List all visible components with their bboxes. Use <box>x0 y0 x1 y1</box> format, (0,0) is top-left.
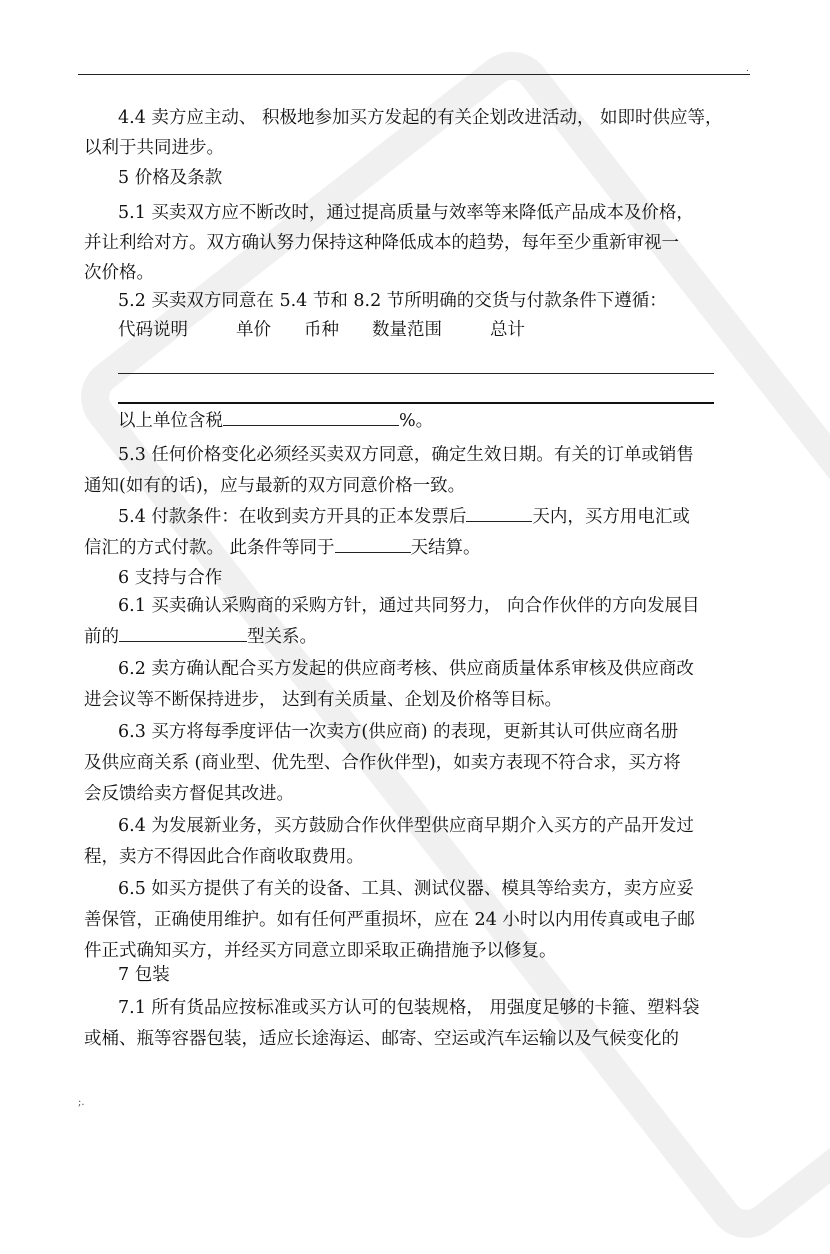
paragraph-6-5-line-3: 件正式确知买方，并经买方同意立即采取正确措施予以修复。 <box>84 941 557 961</box>
payment-terms-text-a: 5.4 付款条件：在收到卖方开具的正本发票后 <box>118 507 467 527</box>
footer-mark: ;. <box>78 1097 85 1108</box>
tax-suffix: %。 <box>399 411 434 431</box>
paragraph-6-4-line-2: 程，卖方不得因此合作商收取费用。 <box>84 847 364 867</box>
paragraph-6-4-line-1: 6.4 为发展新业务，买方鼓励合作伙伴型供应商早期介入买方的产品开发过 <box>118 816 694 836</box>
paragraph-5-4-line-2 <box>84 536 760 560</box>
payment-terms-text-b: 天内，买方用电汇或 <box>532 507 690 527</box>
paragraph-6-3-line-3: 会反馈给卖方督促其改进。 <box>84 784 294 804</box>
paragraph-5-3-line-2: 通知(如有的话)，应与最新的双方同意价格一致。 <box>84 476 466 496</box>
header-rule <box>78 74 750 75</box>
header-mark: . <box>746 64 749 74</box>
paragraph-7-1-line-2: 或桶、瓶等容器包装，适应长途海运、邮寄、空运或汽车运输以及气候变化的 <box>84 1029 679 1049</box>
paragraph-6-3-line-1: 6.3 买方将每季度评估一次卖方(供应商) 的表现，更新其认可供应商名册 <box>118 722 679 742</box>
column-code-description: 代码说明 <box>118 320 188 340</box>
paragraph-5-1-line-3: 次价格。 <box>84 263 154 283</box>
paragraph-4-4-line-2: 以利于共同进步。 <box>84 138 224 158</box>
paragraph-4-4-line-1: 4.4 卖方应主动、 积极地参加买方发起的有关企划改进活动， 如即时供应等， <box>118 108 723 128</box>
column-unit-price: 单价 <box>236 320 271 340</box>
column-total: 总计 <box>490 320 525 340</box>
paragraph-5-1-line-2: 并让利给对方。双方确认努力保持这种降低成本的趋势，每年至少重新审视一 <box>84 233 679 253</box>
paragraph-6-1-line-1: 6.1 买卖确认采购商的采购方针，通过共同努力， 向合作伙伴的方向发展目 <box>118 596 700 616</box>
table-rule-thin <box>118 373 714 374</box>
paragraph-5-4-line-1 <box>118 505 758 529</box>
paragraph-5-1-line-1: 5.1 买卖双方应不断改时，通过提高质量与效率等来降低产品成本及价格， <box>118 203 694 223</box>
paragraph-5-3-line-1: 5.3 任何价格变化必须经买卖双方同意，确定生效日期。有关的订单或销售 <box>118 445 694 465</box>
column-quantity-range: 数量范围 <box>372 320 442 340</box>
tax-rate-blank[interactable] <box>223 409 399 426</box>
payment-days-blank[interactable] <box>466 505 532 522</box>
paragraph-7-1-line-1: 7.1 所有货品应按标准或买方认可的包装规格， 用强度足够的卡箍、塑料袋 <box>118 998 700 1018</box>
paragraph-6-1-line-2 <box>84 625 760 649</box>
relationship-text-b: 型关系。 <box>247 627 317 647</box>
table-rule-thick <box>118 402 714 404</box>
payment-terms-text-c: 信汇的方式付款。 此条件等同于 <box>84 538 335 558</box>
relationship-type-blank[interactable] <box>119 625 247 642</box>
paragraph-6-5-line-2: 善保管，正确使用维护。如有任何严重损坏，应在 24 小时以内用传真或电子邮 <box>84 910 695 930</box>
tax-prefix: 以上单位含税 <box>118 411 223 431</box>
section-7-heading: 7 包装 <box>118 965 170 985</box>
tax-line <box>118 409 758 433</box>
paragraph-6-2-line-1: 6.2 卖方确认配合买方发起的供应商考核、供应商质量体系审核及供应商改 <box>118 659 694 679</box>
settlement-days-blank[interactable] <box>335 536 411 553</box>
payment-terms-text-d: 天结算。 <box>410 538 481 558</box>
paragraph-5-2: 5.2 买卖双方同意在 5.4 节和 8.2 节所明确的交货与付款条件下遵循： <box>118 291 667 311</box>
relationship-text-a: 前的 <box>84 627 119 647</box>
paragraph-6-3-line-2: 及供应商关系 (商业型、优先型、合作伙伴型)，如卖方表现不符合求，买方将 <box>84 753 681 773</box>
column-currency: 币种 <box>304 320 339 340</box>
section-5-heading: 5 价格及条款 <box>118 168 223 188</box>
paragraph-6-5-line-1: 6.5 如买方提供了有关的设备、工具、测试仪器、模具等给卖方，卖方应妥 <box>118 879 694 899</box>
section-6-heading: 6 支持与合作 <box>118 568 223 588</box>
paragraph-6-2-line-2: 进会议等不断保持进步， 达到有关质量、企划及价格等目标。 <box>84 690 563 710</box>
